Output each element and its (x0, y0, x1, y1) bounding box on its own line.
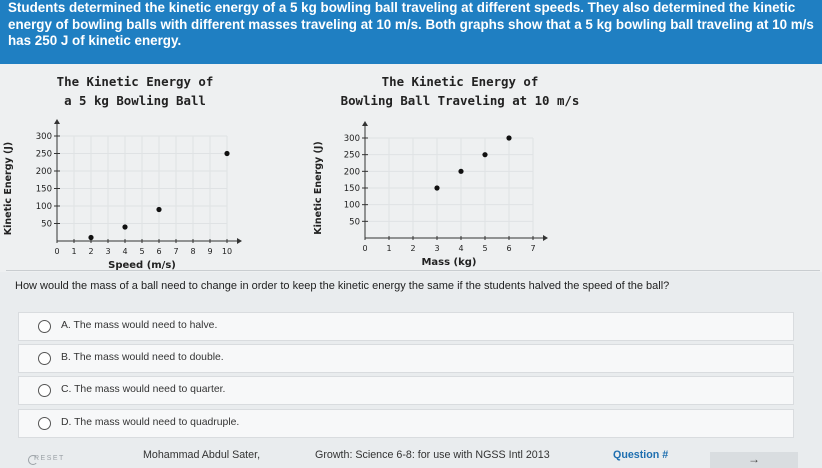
course-name: Growth: Science 6-8: for use with NGSS Intl 2013 (315, 449, 550, 461)
choice-label: C. The mass would need to quarter. (61, 384, 226, 395)
prompt-line: energy of bowling balls with different masses traveling at 10 m/s. Both graphs show that a 5 kg bowling ball traveling at 10 m/s (8, 16, 814, 32)
radio-button[interactable] (38, 384, 51, 397)
y-tick-label: 150 (35, 184, 52, 195)
x-tick-label: 3 (434, 244, 440, 253)
y-tick-label: 300 (343, 134, 360, 144)
choice-b[interactable] (18, 344, 794, 373)
chart-2-title: The Kinetic Energy of Bowling Ball Traveling at 10 m/s (340, 74, 580, 108)
footer-bar (0, 446, 822, 468)
x-tick-label: 9 (207, 247, 213, 256)
question-number: Question # (613, 449, 669, 461)
x-axis-label: Mass (kg) (421, 257, 477, 268)
y-axis-arrow (54, 119, 60, 124)
reset-button[interactable]: RESET (34, 455, 65, 462)
x-tick-label: 8 (190, 247, 196, 256)
radio-button[interactable] (38, 352, 51, 365)
x-tick-label: 2 (410, 244, 416, 253)
y-tick-label: 200 (35, 167, 52, 177)
data-point (458, 169, 463, 174)
x-tick-label: 5 (482, 244, 488, 253)
radio-button[interactable] (38, 417, 51, 430)
data-point (156, 207, 161, 212)
x-tick-label: 5 (139, 247, 145, 256)
x-tick-label: 1 (386, 244, 392, 253)
prompt-line: Students determined the kinetic energy of a 5 kg bowling ball traveling at different speeds. They also determined the kinetic (8, 0, 796, 15)
next-button[interactable] (710, 452, 798, 468)
divider (6, 270, 820, 271)
x-tick-label: 7 (173, 247, 179, 256)
prompt-banner (0, 0, 822, 64)
x-axis-arrow (237, 238, 242, 244)
y-axis-arrow (362, 121, 368, 126)
mass-energy-chart (310, 108, 590, 270)
data-point (224, 151, 229, 156)
chart-1-title: The Kinetic Energy of a 5 kg Bowling Ball (56, 74, 214, 108)
x-tick-label: 0 (362, 244, 368, 253)
data-point (122, 224, 127, 229)
choice-label: D. The mass would need to quadruple. (61, 417, 240, 428)
data-point (88, 235, 93, 240)
y-tick-label: 250 (343, 150, 360, 161)
y-tick-label: 100 (35, 202, 52, 212)
choice-d[interactable] (18, 409, 794, 438)
choice-label: B. The mass would need to double. (61, 352, 224, 363)
speed-energy-chart (0, 108, 270, 270)
x-tick-label: 2 (88, 247, 94, 256)
choice-a[interactable] (18, 312, 794, 341)
x-tick-label: 10 (221, 247, 233, 256)
y-tick-label: 200 (343, 167, 360, 178)
x-axis-label: Speed (m/s) (108, 260, 176, 270)
arrow-right-icon: → (748, 452, 760, 466)
data-point (506, 135, 511, 140)
y-tick-label: 100 (343, 200, 360, 211)
x-tick-label: 3 (105, 247, 111, 256)
x-tick-label: 6 (156, 247, 162, 256)
data-point (434, 185, 439, 190)
x-tick-label: 1 (71, 247, 77, 256)
x-tick-label: 7 (530, 244, 536, 253)
y-axis-label: Kinetic Energy (J) (313, 141, 324, 235)
x-tick-label: 6 (506, 244, 512, 253)
author-name: Mohammad Abdul Sater, (143, 449, 261, 461)
x-tick-label: 4 (458, 244, 464, 253)
x-tick-label: 0 (54, 247, 60, 256)
y-tick-label: 150 (343, 184, 360, 194)
x-tick-label: 4 (122, 247, 128, 256)
question-text: How would the mass of a ball need to change in order to keep the kinetic energy the same if the students halved the speed of the ball? (15, 280, 670, 292)
x-axis-arrow (543, 235, 548, 241)
y-tick-label: 300 (35, 132, 52, 142)
y-tick-label: 50 (41, 219, 52, 230)
choice-c[interactable] (18, 376, 794, 405)
y-tick-label: 250 (35, 149, 52, 160)
y-tick-label: 50 (349, 217, 360, 228)
radio-button[interactable] (38, 320, 51, 333)
data-point (482, 152, 487, 157)
choice-label: A. The mass would need to halve. (61, 320, 218, 331)
y-axis-label: Kinetic Energy (J) (3, 141, 14, 236)
prompt-line: has 250 J of kinetic energy. (8, 33, 182, 48)
